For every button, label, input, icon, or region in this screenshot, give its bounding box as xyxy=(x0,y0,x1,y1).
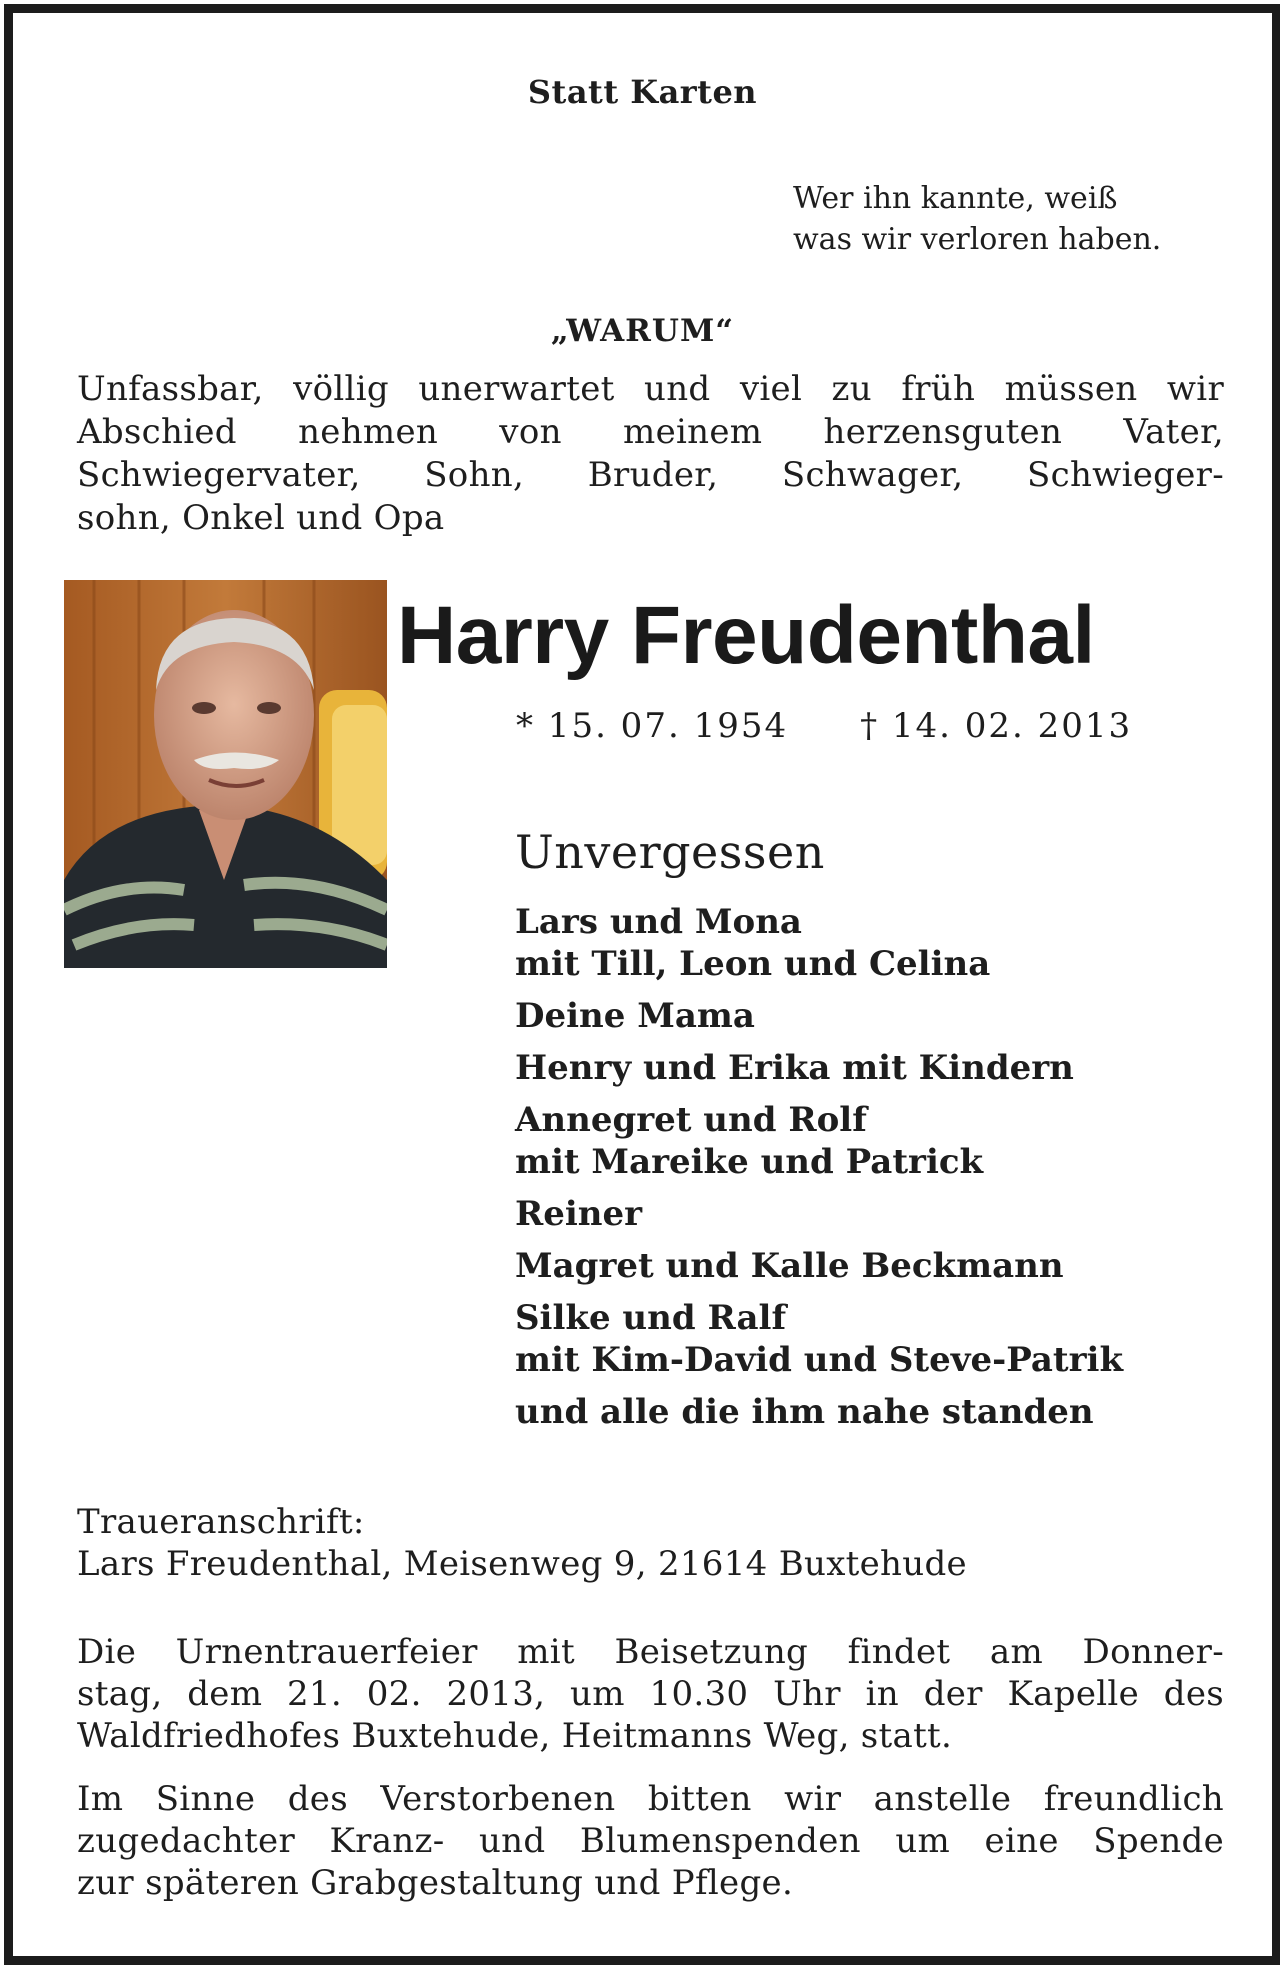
ceremony-text xyxy=(77,1631,1224,1757)
motto-line: was wir verloren haben. xyxy=(793,222,1162,257)
mourner-group xyxy=(515,901,1235,985)
header-title: Statt Karten xyxy=(527,73,758,111)
donation-text xyxy=(77,1778,1224,1904)
life-dates xyxy=(516,706,1132,746)
motto-line: Wer ihn kannte, weiß xyxy=(793,181,1118,216)
mourners-heading: Unvergessen xyxy=(515,825,825,879)
intro-text xyxy=(77,368,1224,540)
mourner-group xyxy=(515,995,1235,1037)
mourner-group xyxy=(515,1193,1235,1235)
mourners-list xyxy=(515,901,1235,1443)
intro-heading: „WARUM“ xyxy=(550,313,735,349)
mourner-line: Silke und Ralf xyxy=(515,1298,787,1338)
mourning-address xyxy=(77,1501,967,1585)
deceased-name: Harry Freudenthal xyxy=(397,590,1095,681)
ceremony-line: Die Urnentrauerfeier mit Beisetzung findet am Donner- xyxy=(77,1632,1224,1672)
address-label: Traueranschrift: xyxy=(77,1502,365,1542)
intro-line: Abschied nehmen von meinem herzensguten Vater, xyxy=(77,412,1224,452)
intro-line: sohn, Onkel und Opa xyxy=(77,498,445,538)
donation-line: Im Sinne des Verstorbenen bitten wir anstelle freundlich xyxy=(77,1779,1224,1819)
mourner-group xyxy=(515,1099,1235,1183)
intro-line: Unfassbar, völlig unerwartet und viel zu früh müssen wir xyxy=(77,369,1224,409)
mourner-group xyxy=(515,1391,1235,1433)
mourner-line: Annegret und Rolf xyxy=(515,1100,867,1140)
mourner-line: Lars und Mona xyxy=(515,902,802,942)
mourner-group xyxy=(515,1047,1235,1089)
portrait-image xyxy=(64,580,387,968)
intro-line: Schwiegervater, Sohn, Bruder, Schwager, Schwieger- xyxy=(77,455,1224,495)
mourner-line: mit Mareike und Patrick xyxy=(515,1142,984,1182)
mourner-line: mit Kim-David und Steve-Patrik xyxy=(515,1340,1123,1380)
ceremony-line: Waldfriedhofes Buxtehude, Heitmanns Weg, statt. xyxy=(77,1716,953,1756)
ceremony-line: stag, dem 21. 02. 2013, um 10.30 Uhr in der Kapelle des xyxy=(77,1674,1224,1714)
mourner-line: Henry und Erika mit Kindern xyxy=(515,1048,1074,1088)
mourner-line: und alle die ihm nahe standen xyxy=(515,1392,1094,1432)
motto-quote xyxy=(793,178,1161,260)
mourner-line: Deine Mama xyxy=(515,996,755,1036)
birth-date: * 15. 07. 1954 xyxy=(516,706,789,746)
mourner-line: mit Till, Leon und Celina xyxy=(515,944,991,984)
mourner-group xyxy=(515,1245,1235,1287)
death-date: † 14. 02. 2013 xyxy=(860,706,1133,746)
obituary-notice xyxy=(4,4,1280,1965)
address-value: Lars Freudenthal, Meisenweg 9, 21614 Buxtehude xyxy=(77,1544,967,1584)
mourner-line: Reiner xyxy=(515,1194,643,1234)
portrait-photo xyxy=(64,580,387,968)
mourner-group xyxy=(515,1297,1235,1381)
donation-line: zugedachter Kranz- und Blumenspenden um eine Spende xyxy=(77,1821,1224,1861)
donation-line: zur späteren Grabgestaltung und Pflege. xyxy=(77,1863,794,1903)
mourner-line: Magret und Kalle Beckmann xyxy=(515,1246,1064,1286)
